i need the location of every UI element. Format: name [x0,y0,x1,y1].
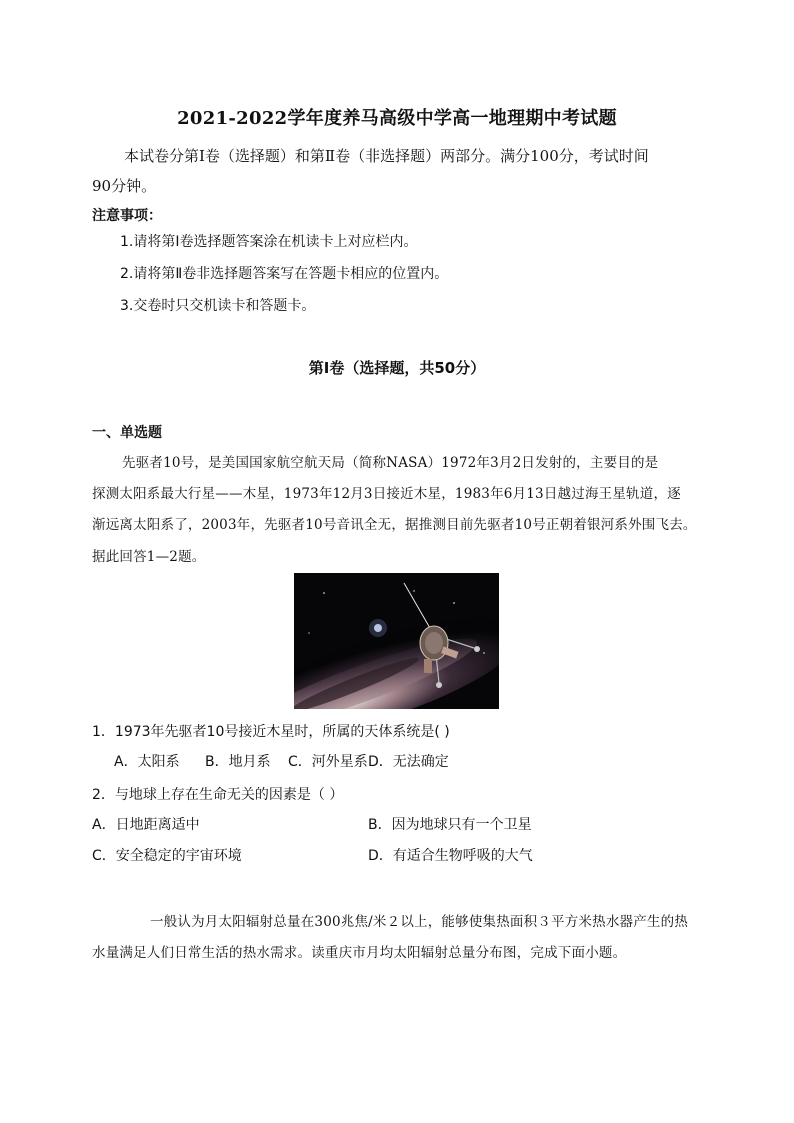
q1-option-d: D．无法确定 [368,754,449,770]
q2-stem: 2．与地球上存在生命无关的因素是（ ） [92,787,344,803]
q2-option-a: A．日地距离适中 [92,817,200,833]
notice-heading: 注意事项： [92,208,162,224]
notice-item-2: 2.请将第Ⅱ卷非选择题答案写在答题卡相应的位置内。 [120,266,449,282]
exam-title: 2021-2022学年度养马高级中学高一地理期中考试题 [177,108,617,129]
passage1-line-2: 探测太阳系最大行星——木星，1973年12月3日接近木星，1983年6月13日越过海王星轨道，逐 [92,486,681,502]
notice-item-3: 3.交卷时只交机读卡和答题卡。 [120,298,316,314]
intro-line-1: 本试卷分第Ⅰ卷（选择题）和第Ⅱ卷（非选择题）两部分。满分100分，考试时间 [124,147,649,165]
passage2-line-2: 水量满足人们日常生活的热水需求。读重庆市月均太阳辐射总量分布图，完成下面小题。 [92,945,627,961]
q1-option-b: B．地月系 [205,754,271,770]
notice-item-1: 1.请将第Ⅰ卷选择题答案涂在机读卡上对应栏内。 [120,234,418,250]
passage2-line-1: 一般认为月太阳辐射总量在300兆焦/米２以上，能够使集热面积３平方米热水器产生的热 [150,914,689,930]
section-title: 第Ⅰ卷（选择题，共50分） [308,359,486,377]
q2-option-d: D．有适合生物呼吸的大气 [368,848,533,864]
pioneer-spacecraft-image [294,573,499,709]
passage1-line-3: 渐远离太阳系了，2003年，先驱者10号音讯全无，据推测目前先驱者10号正朝着银河系外围飞去。 [92,517,697,533]
q1-stem: 1．1973年先驱者10号接近木星时，所属的天体系统是( ) [92,724,450,740]
part-heading: 一、单选题 [92,425,162,441]
passage1-line-1: 先驱者10号，是美国国家航空航天局（简称NASA）1972年3月2日发射的，主要目的是 [122,455,659,471]
q2-option-c: C．安全稳定的宇宙环境 [92,848,242,864]
intro-line-2: 90分钟。 [92,177,157,195]
q1-option-c: C．河外星系 [288,754,368,770]
q2-option-b: B．因为地球只有一个卫星 [368,817,532,833]
q1-option-a: A．太阳系 [114,754,180,770]
passage1-line-4: 据此回答1—2题。 [92,549,206,565]
